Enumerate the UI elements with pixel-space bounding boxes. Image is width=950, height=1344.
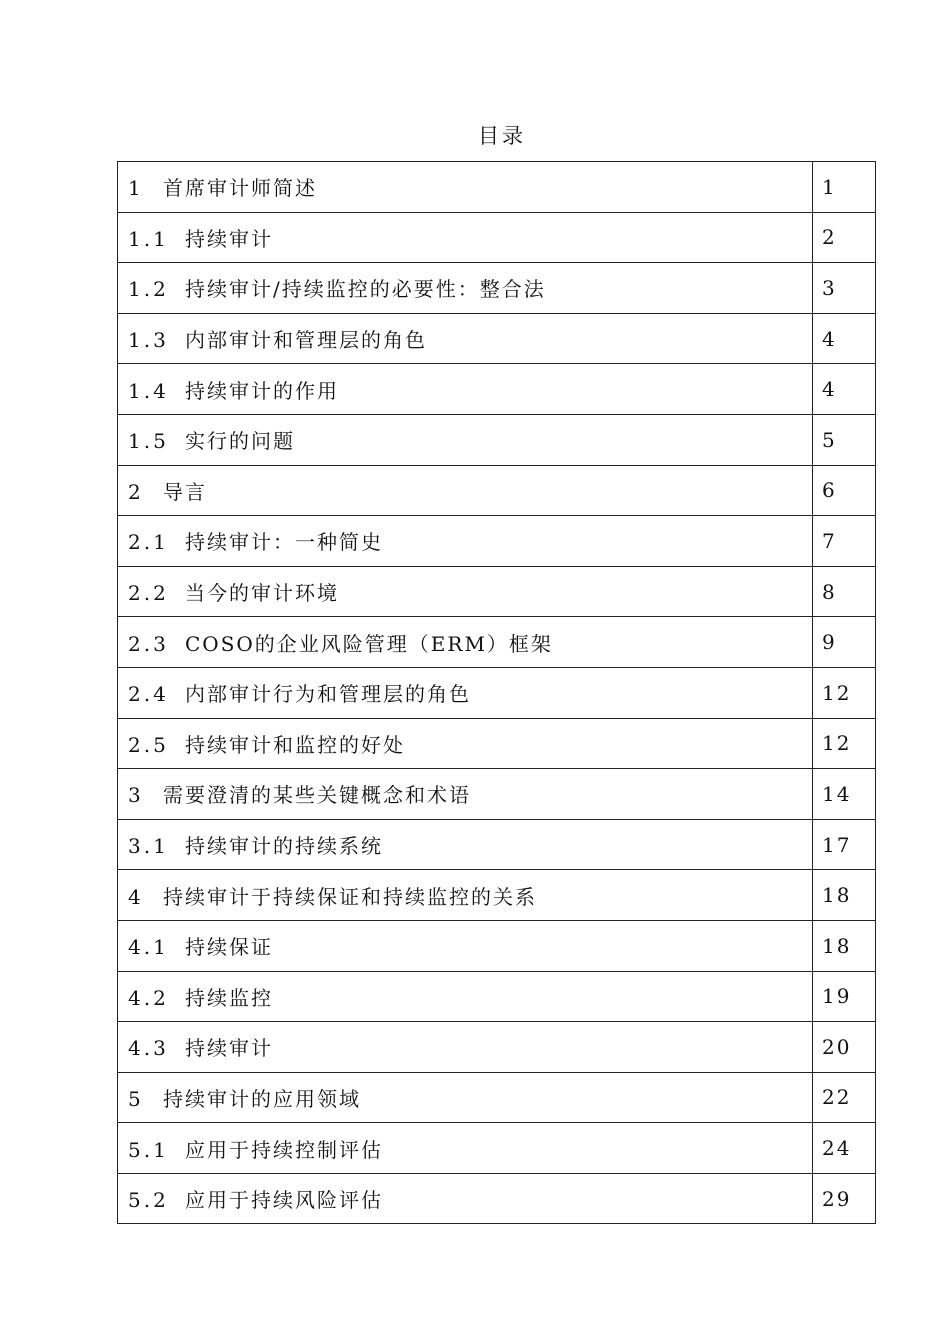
toc-entry-cell	[118, 617, 813, 668]
toc-row	[118, 1173, 876, 1224]
toc-row	[118, 769, 876, 820]
page-number: 17	[813, 819, 876, 870]
page-number: 14	[813, 769, 876, 820]
page-number: 18	[813, 870, 876, 921]
page-number: 1	[813, 162, 876, 213]
section-title: 实行的问题	[185, 429, 295, 454]
section-title: 应用于持续控制评估	[185, 1137, 383, 1162]
section-title: COSO的企业风险管理（ERM）框架	[185, 631, 553, 656]
toc-row	[118, 870, 876, 921]
toc-row	[118, 1123, 876, 1174]
section-number: 1.5	[128, 429, 169, 454]
section-number: 1.3	[128, 328, 169, 353]
page-number: 22	[813, 1072, 876, 1123]
toc-entry-cell	[118, 971, 813, 1022]
toc-entry-cell	[118, 364, 813, 415]
page-number: 5	[813, 414, 876, 465]
toc-entry-cell	[118, 1173, 813, 1224]
toc-entry-cell	[118, 1072, 813, 1123]
toc-entry-cell	[118, 162, 813, 213]
section-number: 4.2	[128, 985, 169, 1010]
toc-row	[118, 313, 876, 364]
section-title: 内部审计行为和管理层的角色	[185, 682, 471, 707]
section-number: 2.4	[128, 682, 169, 707]
section-number: 3	[128, 783, 144, 808]
toc-row	[118, 516, 876, 567]
page-title: 目录	[478, 124, 526, 148]
section-title: 持续保证	[185, 935, 273, 960]
toc-body	[118, 162, 876, 1224]
toc-row	[118, 162, 876, 213]
toc-row	[118, 263, 876, 314]
section-number: 1.2	[128, 277, 169, 302]
section-title: 应用于持续风险评估	[185, 1188, 383, 1213]
section-number: 5.1	[128, 1137, 169, 1162]
section-number: 4.3	[128, 1036, 169, 1061]
page-number: 20	[813, 1022, 876, 1073]
section-title: 持续审计	[185, 226, 273, 251]
section-title: 持续审计的持续系统	[185, 834, 383, 859]
section-title: 持续审计的作用	[185, 378, 339, 403]
page-number: 2	[813, 212, 876, 263]
page-number: 9	[813, 617, 876, 668]
section-title: 当今的审计环境	[185, 581, 339, 606]
section-number: 2.2	[128, 581, 169, 606]
toc-entry-cell	[118, 212, 813, 263]
toc-row	[118, 212, 876, 263]
section-title: 导言	[163, 479, 207, 504]
section-number: 2.1	[128, 530, 169, 555]
toc-row	[118, 718, 876, 769]
page-number: 12	[813, 718, 876, 769]
section-number: 1	[128, 176, 144, 201]
toc-table	[117, 161, 876, 1224]
toc-row	[118, 819, 876, 870]
section-title: 内部审计和管理层的角色	[185, 328, 427, 353]
section-number: 1.4	[128, 378, 169, 403]
toc-entry-cell	[118, 769, 813, 820]
toc-entry-cell	[118, 414, 813, 465]
section-title: 持续审计于持续保证和持续监控的关系	[163, 884, 537, 909]
page-number: 6	[813, 465, 876, 516]
section-number: 1.1	[128, 226, 169, 251]
toc-row	[118, 667, 876, 718]
section-title: 持续审计/持续监控的必要性：整合法	[185, 277, 546, 302]
page-number: 7	[813, 516, 876, 567]
page-number: 18	[813, 920, 876, 971]
section-title: 首席审计师简述	[163, 176, 317, 201]
toc-entry-cell	[118, 870, 813, 921]
section-number: 3.1	[128, 834, 169, 859]
toc-row	[118, 1022, 876, 1073]
page-number: 24	[813, 1123, 876, 1174]
toc-row	[118, 566, 876, 617]
section-title: 持续审计	[185, 1036, 273, 1061]
page-number: 12	[813, 667, 876, 718]
toc-row	[118, 465, 876, 516]
page-number: 29	[813, 1173, 876, 1224]
toc-entry-cell	[118, 516, 813, 567]
section-number: 2.3	[128, 631, 169, 656]
section-number: 5	[128, 1086, 144, 1111]
toc-row	[118, 364, 876, 415]
section-number: 2.5	[128, 732, 169, 757]
toc-entry-cell	[118, 1123, 813, 1174]
toc-entry-cell	[118, 667, 813, 718]
section-title: 持续审计和监控的好处	[185, 732, 405, 757]
toc-entry-cell	[118, 263, 813, 314]
toc-entry-cell	[118, 1022, 813, 1073]
section-title: 需要澄清的某些关键概念和术语	[163, 783, 471, 808]
toc-row	[118, 920, 876, 971]
page-number: 4	[813, 364, 876, 415]
toc-row	[118, 414, 876, 465]
section-number: 4.1	[128, 935, 169, 960]
toc-entry-cell	[118, 313, 813, 364]
toc-entry-cell	[118, 566, 813, 617]
toc-entry-cell	[118, 819, 813, 870]
section-title: 持续监控	[185, 985, 273, 1010]
section-title: 持续审计：一种简史	[185, 530, 383, 555]
section-number: 4	[128, 884, 144, 909]
page-number: 8	[813, 566, 876, 617]
section-number: 5.2	[128, 1188, 169, 1213]
page-number: 19	[813, 971, 876, 1022]
toc-entry-cell	[118, 920, 813, 971]
section-number: 2	[128, 479, 144, 504]
page-number: 4	[813, 313, 876, 364]
toc-row	[118, 971, 876, 1022]
page-number: 3	[813, 263, 876, 314]
toc-row	[118, 617, 876, 668]
toc-entry-cell	[118, 465, 813, 516]
toc-row	[118, 1072, 876, 1123]
toc-entry-cell	[118, 718, 813, 769]
section-title: 持续审计的应用领域	[163, 1086, 361, 1111]
